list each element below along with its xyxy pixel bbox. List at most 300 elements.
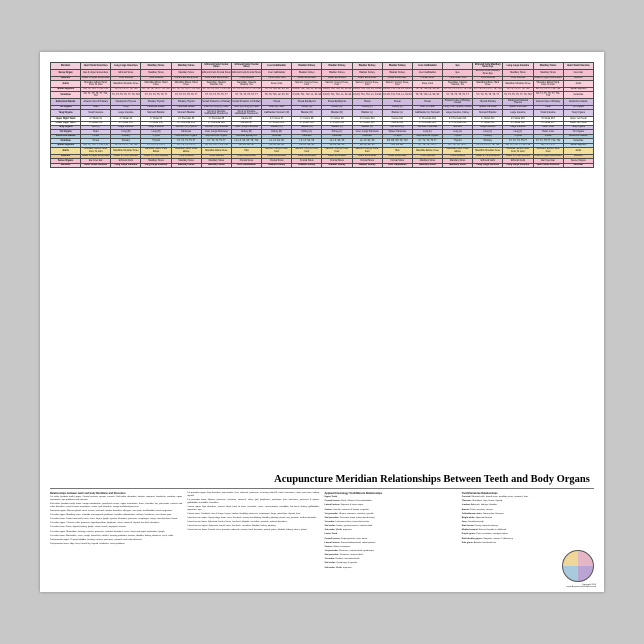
- table-cell: Vertebrae: [563, 92, 593, 99]
- table-cell: Maxillary Sinus: [533, 63, 563, 70]
- table-cell: C7, T2, T3, T5-T7: [201, 139, 231, 143]
- footnote-item-text: Soleus, gastrocnemius, anterior tibial.: [335, 525, 373, 528]
- table-cell: Lung Large Intestine: [473, 163, 503, 167]
- footnote-column-2: [187, 492, 319, 584]
- table-cell: Trunk Knee, Foot: [262, 76, 292, 80]
- footnote-item-text: Excess fluoride in childhood.: [478, 529, 507, 532]
- footnote-paragraph: 2nd molar (wisdom tooth) lower: Image metabolism, peripheral nerves, upper extremities, knee, shoulder, hip, pancreatic, nausea and colon disorders, cervical spine neuralgias, sciatic, gait disorders, vertigo and blood pressure.: [50, 503, 183, 508]
- footnote-column-1: [50, 492, 182, 584]
- table-cell: Liver, Lungs Pancreas: [231, 125, 261, 129]
- footnote-item-label: Yellow/brown stain:: [461, 512, 483, 515]
- footnote-item: [462, 509, 594, 512]
- table-cell: Trunk Muscles: [171, 154, 201, 158]
- table-cell: Sacrum, Coccyx Knee, Foot: [382, 81, 412, 88]
- footnote-item-text: Poor circulation, amalgam tattoo.: [475, 533, 509, 536]
- table-cell: Sacroiliac, Clavicle Clavicle, Toe: [201, 81, 231, 88]
- table-cell: Bladder (L): [322, 125, 352, 129]
- row-label-left: Vertebrae: [51, 92, 81, 99]
- table-cell: 2ⁿᵈ Premolar #20: [443, 121, 473, 125]
- table-cell: Adrenals: [322, 134, 352, 138]
- footnote-paragraph: 1st premolar upper: Eye disorders, pancreatitis, liver, stomach, pancreas, recurring colds/GI, tooth insensitive, colon, pancreas, kidney, thyroid.: [187, 492, 320, 497]
- table-cell: Sacrum, Coccyx Knee, Foot: [322, 81, 352, 88]
- table-cell: Duo (R): [81, 125, 111, 129]
- table-cell: Bladder (L): [382, 110, 412, 117]
- table-cell: C7, T2, T3, T5, T6, T7: [171, 92, 201, 99]
- table-cell: Lung (R): [141, 130, 171, 134]
- table-cell: C8, T1, T5-T7: [533, 143, 563, 147]
- table-cell: C7, T2, T3, T5-T7, T9, T10: [443, 88, 472, 91]
- table-cell: Sacrum, Coccyx Knee, Foot: [292, 147, 322, 154]
- table-cell: C7, T2, T3, T5-T7, T9, T10: [202, 88, 230, 91]
- table-cell: Shoulder, Elbow Hand, Foot, SI Joint: [81, 147, 111, 154]
- footnote-item-label: 1st molar:: [324, 520, 335, 523]
- footnote-item-text: Tetracycline, fluorosis.: [482, 512, 505, 515]
- footnote-item: [462, 521, 594, 524]
- meridian-table: [50, 62, 594, 168]
- footnote-columns: [50, 492, 594, 584]
- footnote-heading: Applied Kinesiology Tooth/Muscle Relationships: [324, 492, 383, 495]
- table-cell: Liver (R) Lung (R) Heart: [231, 105, 261, 109]
- table-cell: Maxillary Sinus: [171, 159, 201, 163]
- table-cell: Bladder Kidney: [352, 63, 382, 70]
- table-cell: Ethmoid Cells Frontal Sinus: [231, 69, 261, 76]
- table-cell: Ethmoid Cells: [503, 159, 533, 163]
- footnote-item: [462, 542, 594, 545]
- table-cell: Ethmoid Cells: [473, 159, 503, 163]
- table-cell: Maxillary Sinus: [171, 163, 201, 167]
- table-cell: L2, L3, S4, S5, T9, T10: [231, 139, 261, 143]
- row-label-left: Upper Right Teeth: [51, 117, 81, 121]
- table-cell: Parathyroid Adrenal Thymus: [503, 99, 533, 106]
- table-cell: Sense Organs: [563, 159, 593, 163]
- footnote-item-label: Canine:: [324, 508, 333, 511]
- table-cell: Maxillary Sinus: [201, 159, 231, 163]
- table-cell: Trunk & Ext Extremities: [201, 76, 231, 80]
- table-cell: T2, T3, T5-T7, T9, T10: [111, 87, 141, 91]
- table-cell: Trunk & Ext Extremities: [171, 76, 201, 80]
- table-cell: Reproductive Organs: [201, 134, 231, 138]
- footnote-paragraph: Lateral incisor upper: Gynecology, lower sinus, low back, urinary tract/kidney, bladder, pituitary, pineal, ear, prostate, urethra disorders.: [187, 516, 317, 519]
- table-cell: Maxillary Sinus: [141, 159, 171, 163]
- table-cell: Kidney (L): [322, 130, 352, 134]
- table-cell: Lung Large Intestine: [503, 63, 533, 70]
- footnote-paragraph: Lateral incisor lower: Sphenoid, back of sinus, low back, bladder, sacroiliac, prostate, adrenal disorders.: [187, 520, 288, 523]
- table-cell: Bladder Kidney: [262, 163, 292, 167]
- row-label-left: Endocrine Glands: [51, 99, 81, 106]
- footnote-paragraph: Canine upper: Eye disorders, ovaries, blind, back of knee, sacroiliac, sinus, concentration, mandible, low back, kidney, gallbladder, migraines, eye.: [187, 505, 320, 511]
- table-cell: 1ˢᵗ Molar #3: [141, 117, 171, 121]
- table-row: [51, 99, 594, 106]
- table-cell: Ethmoid Cells Maxillary Sinus Eye: [473, 63, 503, 70]
- table-cell: Lower Extremities: [231, 154, 261, 158]
- footnote-item-label: Bright white:: [461, 516, 476, 519]
- table-cell: Pituitary: [473, 139, 503, 143]
- table-cell: Pineal: [262, 99, 292, 106]
- table-cell: L2, L3, S4, S5: [262, 139, 292, 143]
- table-cell: Spinal Segment: [563, 87, 593, 91]
- table-cell: 2ⁿᵈ Incisor #10: [352, 117, 382, 121]
- meridian-chart: [50, 62, 594, 466]
- footnote-item-label: Red bleeding gums:: [461, 537, 483, 540]
- table-cell: Stomach: [443, 125, 473, 129]
- table-cell: Mandible Shoulder Knee: [111, 81, 141, 88]
- table-cell: Trunk Muscles: [201, 154, 231, 158]
- table-cell: Frontal Sinus: [352, 159, 382, 163]
- table-cell: 3ʳᵈ Molar #17: [533, 121, 563, 125]
- table-cell: Large Intestine: [111, 110, 141, 117]
- footnote-item-text: Pectoralis major (clavicular division).: [339, 516, 376, 519]
- table-cell: Trunk Muscles: [412, 154, 442, 158]
- footnote-item-text: Gluteus maximus.: [332, 545, 351, 548]
- copyright-text: Copyright 2010: [581, 584, 596, 586]
- table-cell: Lower & Upper Extremities: [82, 155, 110, 158]
- table-cell: Heart Small Intestine: [563, 63, 593, 70]
- footnote-item-label: Pale gums:: [461, 541, 474, 544]
- footnote-item: [462, 525, 594, 528]
- table-cell: 3ʳᵈ Molar #32: [81, 121, 111, 125]
- table-cell: 1ˢᵗ Incisor #25: [292, 121, 322, 125]
- table-cell: C7, T2, T3, T5-T7, T9, T10: [142, 88, 170, 91]
- table-cell: Frontal Sinus: [322, 159, 352, 163]
- footnote-paragraph: Central incisor lower: Frontal sinus, prostate, adrenals, rectum, back disorders, pineal, pelvis, bladder, kidney, uterus, gland.: [187, 529, 307, 532]
- table-cell: Stomach Pancreas: [412, 125, 442, 129]
- table-cell: Stomach (R) Pylorus: [171, 125, 201, 129]
- table-cell: Mandible Elbow Knee: [201, 147, 231, 154]
- table-cell: C7, T2, T3, T5, T6, T7: [443, 92, 473, 99]
- table-cell: Muscles: [563, 154, 593, 158]
- footnote-item: [462, 533, 594, 536]
- footnote-item: [325, 513, 457, 516]
- row-label-left: Lower Right Teeth: [51, 121, 81, 125]
- table-cell: Sacroiliac, Clavicle Clavicle, Toe: [443, 81, 473, 88]
- footnote-item-label: Upper Teeth: [324, 496, 338, 499]
- table-cell: 2ⁿᵈ Molar #1: [81, 117, 111, 121]
- table-cell: D3, D5, D8, T9, T10: [382, 139, 412, 143]
- footnote-item-label: Lower Teeth: [324, 533, 338, 536]
- table-cell: Large Intestine: [473, 125, 503, 129]
- table-cell: Bladder (R): [292, 110, 322, 117]
- table-cell: Bladder Kidney: [382, 69, 412, 76]
- table-cell: 2ⁿᵈ Incisor #23: [352, 121, 382, 125]
- footnote-paragraph: 1st molar lower: Mastoiditis, sinus, cough, bronchitis, arthritis, hearing problems, tinnitus, bladder, kidney, dizziness, neck, colds.: [50, 534, 174, 537]
- footnote-item-label: Canine:: [324, 545, 333, 548]
- table-cell: Frontal Sinus: [382, 159, 412, 163]
- footnote-paragraph: 1st premolar lower: Spleen, pancreas, insomnia, stomach, colon, gall, lymphatics, eye/spine, liver, intestines, pancreas & spleen, gallbladder, mandible, shoulders.: [187, 498, 320, 504]
- table-cell: Small Intestine: [533, 110, 563, 117]
- table-cell: C1-C6, T11, T12, L1, S1-S4: [322, 92, 352, 99]
- footnote-item: [325, 554, 457, 557]
- footnote-item-text: Adrenals, kidneys, bladder.: [470, 504, 498, 507]
- table-cell: Pineal Epididymis: [292, 99, 322, 106]
- table-cell: Lower Extremities: [352, 154, 382, 158]
- table-cell: Lower Extremities: [322, 76, 352, 80]
- footnote-item: [325, 538, 457, 541]
- table-cell: Meridian: [563, 163, 593, 167]
- footnote-item-text: Peroneus, anterior tibial, quadriceps.: [338, 549, 375, 552]
- table-cell: Heart, Liver: [533, 125, 563, 129]
- footnote-item-label: 2nd molar:: [324, 562, 336, 565]
- table-cell: C7, T2, T3, T5, T6, T7: [141, 92, 171, 99]
- table-cell: Stomach Bladder: [171, 110, 201, 117]
- footnote-item-label: Grey:: [461, 520, 468, 523]
- footnote-item-text: Anemia, low blood iron.: [473, 541, 497, 544]
- table-cell: Thyroid Pituitary: [473, 99, 503, 106]
- table-cell: Heart: [81, 105, 111, 109]
- table-cell: Lung (R): [111, 130, 141, 134]
- footnote-item: [325, 525, 457, 528]
- table-cell: Frontal Sinus: [412, 76, 442, 80]
- table-cell: Maxillary Sinus: [503, 69, 533, 76]
- table-cell: Shoulder, Elbow Hand, Foot: [533, 147, 563, 154]
- table-cell: Kidney (L): [292, 130, 322, 134]
- table-cell: Maxillary Sinus: [533, 69, 563, 76]
- table-cell: Pineal: [382, 99, 412, 106]
- table-cell: T2, T3, T5-T7, T9, T10: [111, 143, 141, 147]
- table-cell: T8, T9, T10, L2, S3, S4: [412, 92, 442, 99]
- table-cell: C7, T2, T3, T5-T7, T9, T10: [172, 88, 200, 91]
- table-cell: Lower Extremities: [292, 154, 322, 158]
- table-cell: Yin Organs: [563, 130, 593, 134]
- table-cell: Lung: [111, 105, 141, 109]
- table-cell: Knee, Foot: [412, 81, 442, 88]
- table-cell: Lung Large Intestine: [503, 163, 533, 167]
- table-cell: C7, T2, T3, T5-T7, T9, T10: [232, 88, 261, 91]
- footnote-item: [325, 562, 457, 565]
- table-cell: Pineal: [81, 139, 111, 143]
- table-cell: Pituitary: [473, 134, 503, 138]
- table-cell: Joints: [563, 81, 593, 88]
- footnote-item-text: Devitalized pulp.: [467, 520, 485, 523]
- table-cell: Trunk Muscles: [231, 76, 261, 80]
- table-cell: Lower Extremities: [382, 76, 412, 80]
- row-label-left: Joints: [51, 147, 81, 154]
- table-cell: Pineal: [412, 99, 442, 106]
- table-cell: Bladder Kidney: [322, 63, 352, 70]
- table-cell: T2, T3, T5, T6, T7, T9, T10: [111, 92, 141, 99]
- table-cell: Hips: [382, 147, 412, 154]
- table-cell: C7, T2, T3, T5-T7: [412, 143, 442, 147]
- table-cell: Stomach Bladder: [141, 110, 171, 117]
- footnote-paragraph: Canine lower: Tendinitis, liver & lungs, larynx, lumbar, flexibility, pancreas, esophagus, lungs, joints/hips, thyroid, liver.: [187, 512, 301, 515]
- table-cell: C8, T1, T5-T7, T11, T12: [81, 87, 111, 91]
- footnote-item-label: Thoracic:: [461, 500, 472, 503]
- row-label-left: Joints: [51, 81, 81, 88]
- table-cell: Canine #11: [382, 117, 412, 121]
- table-cell: Adrenals: [352, 134, 382, 138]
- footnote-item-text: Decay, internal staining.: [474, 525, 499, 528]
- footnote-item-text: Middle trapezius.: [335, 566, 353, 569]
- table-cell: Lower & Trunk Muscles: [111, 154, 141, 158]
- table-cell: C7, T2, T3, T5, T6, T7: [201, 92, 231, 99]
- table-cell: Liver Gallbladder: [382, 163, 412, 167]
- table-cell: Sacrum, Coccyx Knee, Foot: [262, 147, 292, 154]
- table-cell: Heart Small Intestines: [81, 63, 111, 70]
- table-cell: 2ⁿᵈ Premolar #4: [171, 117, 201, 121]
- table-cell: Anterior lobe of Pituitary: [533, 99, 563, 106]
- table-cell: 2ⁿᵈ Molar #2: [111, 117, 141, 121]
- table-cell: Lung (L): [473, 130, 503, 134]
- footnote-item-text: Quadriceps & gracilis.: [335, 562, 358, 565]
- table-cell: Vertebrae: [563, 139, 593, 143]
- table-cell: C7, T2, T3, T5-T7: [141, 143, 171, 147]
- table-cell: Frontal Sinus: [231, 159, 261, 163]
- footnote-item-text: Gingivitis, vitamin C deficiency.: [482, 537, 514, 540]
- table-cell: Endocrine Glands: [563, 134, 593, 138]
- table-cell: C7, T2, T3, T5-T7: [412, 139, 442, 143]
- row-label-left: Spinal Segment: [51, 143, 81, 147]
- table-cell: C1-C6, T11, T12, L1, S1-S4: [382, 92, 412, 99]
- table-cell: Lower & Trunk Muscles: [141, 154, 171, 158]
- table-cell: C7, T2, T3, T5, T6, T7: [473, 92, 503, 99]
- table-cell: Maxillary Sinus: [171, 63, 201, 70]
- footnote-item-text: Hypocalcification.: [475, 516, 493, 519]
- footnote-item: [325, 542, 457, 545]
- table-cell: Lung (L): [503, 130, 533, 134]
- table-cell: Lung, Liver, Spleen, Kidney: [443, 106, 472, 109]
- table-cell: Thyroid: [443, 139, 473, 143]
- table-cell: Pancreas: [171, 130, 201, 134]
- table-cell: Maxillary Sinus: [443, 159, 473, 163]
- table-cell: Joints: [563, 147, 593, 154]
- table-cell: Pineal: [352, 99, 382, 106]
- footnote-item: [325, 533, 457, 536]
- table-cell: L2, L3, S4, S5: [292, 139, 322, 143]
- table-cell: Mandible Hand, Knee Elbow: [443, 147, 473, 154]
- table-cell: Pituitary: [111, 139, 141, 143]
- logo-seal: [562, 550, 596, 584]
- table-row: [51, 63, 594, 70]
- table-cell: Kidney (R): [231, 130, 261, 134]
- row-label-left: Yin Organs: [51, 105, 81, 109]
- table-cell: Kidney (L): [352, 105, 382, 109]
- table-row: [51, 69, 594, 76]
- table-cell: Liver Gallbladder: [412, 63, 442, 70]
- table-cell: Sm & Lg Intestine Gallbladder Duodenum: [231, 110, 261, 117]
- seal-ring: [562, 550, 594, 582]
- table-cell: C1-C6, T11, T12, L1, S1-S4: [292, 88, 321, 91]
- table-cell: C1-C6, T11, T12, L1, S1-S4: [352, 92, 382, 99]
- footnote-item: [325, 529, 457, 532]
- footnote-paragraph: 2nd premolar lower: Hips, liver, head & lip, thyroid, headache, nose problems.: [50, 543, 126, 546]
- table-cell: Maxillary Sinus: [412, 163, 442, 167]
- table-cell: Ethmoid Cells: [111, 159, 141, 163]
- table-cell: Small Intestine: [81, 110, 111, 117]
- table-cell: Pancreas Spleen: [141, 105, 171, 109]
- table-cell: Sacrum, Coccyx Knee, Foot: [322, 147, 352, 154]
- table-cell: Lower Extremities: [292, 76, 322, 80]
- footnote-item: [325, 521, 457, 524]
- footnote-paragraph: 2nd molar upper: Mucous gland, sinus tissues, low back, lumbar disorders, allergies, sore joints and bladder, nasal congestion.: [50, 509, 173, 512]
- table-cell: Lower & Trunk Muscles: [473, 154, 503, 158]
- table-cell: Pineal: [533, 134, 563, 138]
- footnote-item-text: Neck, Gluteus & brachioradialis.: [340, 500, 373, 503]
- footnote-item-label: Purple gums:: [461, 533, 476, 536]
- table-cell: C7, T1, T5-T7, T11, T12: [533, 139, 563, 143]
- table-cell: Liver Gallbladder: [231, 163, 261, 167]
- table-cell: Canine #6: [231, 117, 261, 121]
- footnote-paragraph: 1st molar lower: Sinus, thyroid, kidney, lymph, colon, tonsils, laryngitis, tension.: [50, 526, 127, 529]
- table-cell: Liver (R) Heart: [262, 105, 292, 109]
- row-label-left: Spinal Segment: [51, 87, 81, 91]
- table-cell: Lower & Upper Extremities: [82, 77, 110, 80]
- table-cell: C1-C6, T11, T12, L1, S1-S4: [292, 92, 322, 99]
- table-cell: Liver Gallbladder: [412, 69, 442, 76]
- table-cell: Ear & Upper Extremities: [81, 69, 111, 76]
- table-cell: 1ˢᵗ Premolar #5: [201, 117, 231, 121]
- row-label-left: Yin Organs: [51, 130, 81, 134]
- table-cell: Kidney (L): [382, 105, 412, 109]
- table-cell: D3, D5, D8: [382, 143, 412, 147]
- footnote-item-text: Sternocleidomastoid, subscapularis.: [340, 541, 376, 544]
- footnote-item: [325, 546, 457, 549]
- table-cell: Maxillary Sinus: [412, 159, 442, 163]
- table-cell: Lower & Trunk Muscles: [503, 154, 533, 158]
- table-cell: C7, T2, T3, T5-T7: [503, 139, 533, 143]
- table-cell: Ear Inner Ear: [81, 159, 111, 163]
- table-cell: Pituitary Thyroid: [141, 99, 171, 106]
- table-cell: Lung Large Intestine: [111, 163, 141, 167]
- table-cell: Kidney (R): [262, 130, 292, 134]
- table-cell: Spleen Pancreas: [382, 130, 412, 134]
- footnote-item: [462, 529, 594, 532]
- table-cell: Shoulder, Elbow Hand, Foot, Sl Joint: [81, 81, 111, 88]
- footnote-item: [462, 538, 594, 541]
- table-cell: C8, T1, T5-T7, T11, T12: [533, 87, 563, 91]
- table-cell: Stomach (R) Pancreas: [201, 125, 231, 129]
- table-cell: 1ˢᵗ Molar #30: [141, 121, 171, 125]
- table-cell: C1-C6, T11, T12, L1, S1-S4: [352, 88, 382, 91]
- table-cell: TN Epis: [382, 134, 412, 138]
- footnote-item-text: Deltoid, coracobrachialis.: [334, 558, 361, 561]
- table-cell: Adrenals Epididymis: [231, 134, 261, 138]
- footnote-item-label: 1st premolar:: [324, 512, 339, 515]
- table-cell: Yin Organs: [563, 105, 593, 109]
- table-cell: Adrenals: [292, 134, 322, 138]
- table-cell: Bladder Kidney: [292, 69, 322, 76]
- table-cell: 2ⁿᵈ Incisor #7: [262, 117, 292, 121]
- footnote-item-label: 1st molar:: [324, 558, 335, 561]
- copyright-block: [506, 584, 596, 588]
- table-cell: Lower Extremities: [322, 154, 352, 158]
- footnote-item-label: Cervical:: [461, 496, 471, 499]
- footnote-item: [462, 513, 594, 516]
- table-cell: Liver (L) Heart: [412, 105, 442, 109]
- table-cell: Mandible Hand, Knee Elbow: [141, 147, 171, 154]
- table-cell: Bladder (L): [352, 110, 382, 117]
- table-cell: Thyroid: [503, 134, 533, 138]
- footnote-item-text: Supraspinatus, teres minor.: [340, 537, 368, 540]
- table-cell: Gonad Posterior or Pituitary: [231, 99, 261, 106]
- table-cell: Canine #27: [231, 121, 261, 125]
- table-cell: Gallbladder (L) Stomach: [412, 110, 442, 117]
- table-cell: Spleen Pancreas: [503, 105, 533, 109]
- footnote-paragraph: 1st molar lower: Lower front teeth, nose, sinus, larynx, lymph, eye/ear disorders, pancreas, esophagus, lungs, sinusitis/chest, throat.: [50, 518, 178, 521]
- table-cell: 1ˢᵗ Premolar #28: [201, 121, 231, 125]
- footnote-item-label: 3rd molar:: [324, 529, 336, 532]
- page-title: Acupuncture Meridian Relationships Between Teeth and Body Organs: [274, 474, 590, 485]
- table-cell: Heart Small Intestine: [533, 163, 563, 167]
- table-cell: Liver (R) Lung (R) Heart: [201, 105, 231, 109]
- table-cell: L2, L3, S4, S5: [352, 143, 382, 147]
- table-cell: L2, L3, S4, S5: [262, 143, 292, 147]
- table-cell: 1ˢᵗ Premolar #21: [412, 121, 442, 125]
- table-cell: Lung (L): [412, 130, 442, 134]
- table-cell: L2, L3, S4, S5: [292, 143, 322, 147]
- table-cell: C7, T2, T3, T5-T7, T9, T10: [474, 88, 502, 91]
- table-cell: Bladder Kidney: [322, 69, 352, 76]
- table-cell: Large Intestine: [503, 110, 533, 117]
- table-cell: Adrenals: [262, 134, 292, 138]
